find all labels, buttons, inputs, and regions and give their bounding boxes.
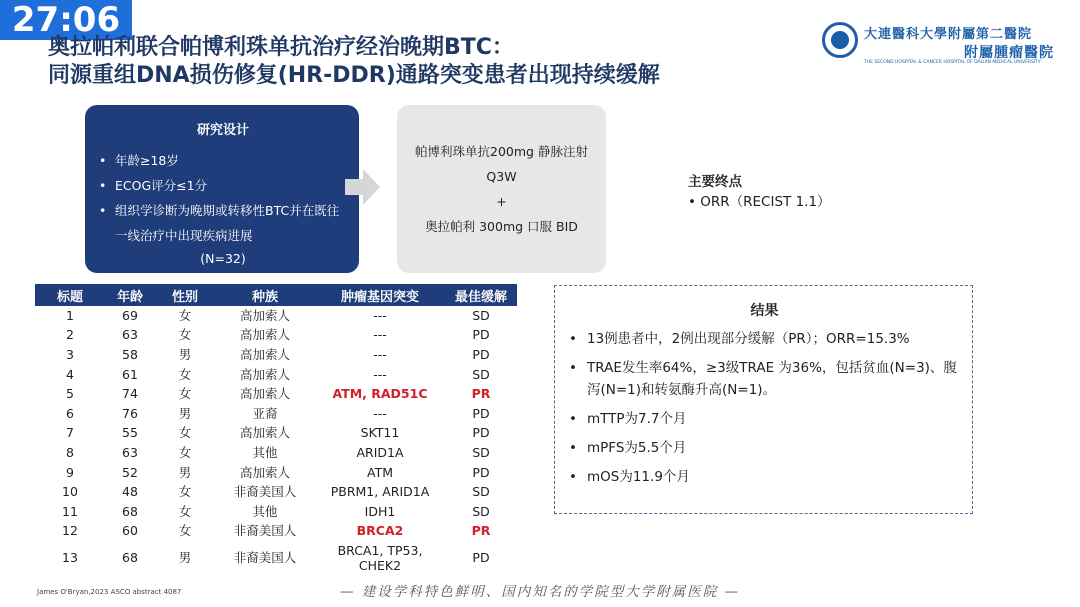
table-cell: ARID1A: [356, 444, 404, 460]
result-item: • mOS为11.9个月: [567, 466, 962, 488]
table-cell: 女: [178, 386, 192, 402]
table-cell: SD: [472, 503, 490, 519]
table-cell: PD: [472, 464, 490, 480]
table-cell: 其他: [252, 444, 278, 460]
table-cell: 60: [122, 523, 138, 539]
table-row: [35, 365, 517, 385]
results-list: [567, 328, 962, 488]
table-cell: 高加索人: [239, 386, 290, 402]
table-cell: ---: [373, 366, 387, 382]
result-item: • mPFS为5.5个月: [567, 437, 962, 459]
treatment-line: 奥拉帕利 300mg 口服 BID: [425, 219, 578, 234]
table-cell: 12: [62, 523, 78, 539]
table-cell: ---: [373, 346, 387, 362]
result-item: • mTTP为7.7个月: [567, 408, 962, 430]
title-line-1: 奥拉帕利联合帕博利珠单抗治疗经治晚期BTC：: [48, 35, 514, 60]
table-cell: ATM, RAD51C: [332, 386, 428, 402]
patient-table: [35, 284, 517, 574]
study-design-list: [99, 148, 347, 248]
table-cell: 52: [122, 464, 138, 480]
design-item: • 年龄≥18岁: [99, 148, 347, 173]
table-row: [35, 463, 517, 483]
table-cell: 1: [66, 307, 74, 323]
table-cell: 女: [178, 425, 192, 441]
table-cell: BRCA1, TP53, CHEK2: [337, 542, 423, 573]
study-design-title: 研究设计: [196, 123, 249, 138]
table-cell: ---: [373, 307, 387, 323]
footer-slogan: — 建设学科特色鲜明、国内知名的学院型大学附属医院 —: [339, 584, 741, 600]
table-cell: PD: [472, 549, 490, 565]
table-cell: 男: [178, 464, 192, 480]
table-cell: 4: [66, 366, 74, 382]
table-cell: 5: [66, 386, 74, 402]
table-cell: SD: [472, 366, 490, 382]
table-row: [35, 522, 517, 542]
table-row: [35, 345, 517, 365]
table-cell: SD: [472, 484, 490, 500]
endpoint-item: • ORR（RECIST 1.1）: [688, 194, 831, 210]
treatment-line: 帕博利珠单抗200mg 静脉注射: [415, 144, 588, 159]
table-cell: 74: [122, 386, 138, 402]
table-cell: 76: [122, 405, 138, 421]
table-cell: 高加索人: [239, 327, 290, 343]
table-cell: 63: [122, 444, 138, 460]
table-cell: 10: [62, 484, 78, 500]
result-item: • 13例患者中，2例出现部分缓解（PR）；ORR=15.3%: [567, 328, 962, 350]
table-cell: 3: [66, 346, 74, 362]
table-cell: ---: [373, 327, 387, 343]
table-cell: SD: [472, 307, 490, 323]
table-row: [35, 502, 517, 522]
treatment-line: +: [496, 194, 507, 209]
table-cell: 69: [122, 307, 138, 323]
sample-size: (N=32): [200, 251, 246, 266]
col-header: 性别: [155, 284, 215, 306]
table-row: [35, 541, 517, 574]
table-header-row: [35, 284, 517, 306]
table-cell: 男: [178, 346, 192, 362]
study-design-box: [85, 105, 359, 273]
table-cell: 58: [122, 346, 138, 362]
table-cell: SKT11: [360, 425, 400, 441]
table-body: [35, 306, 517, 574]
table-cell: 6: [66, 405, 74, 421]
treatment-line: Q3W: [486, 169, 517, 184]
table-row: [35, 443, 517, 463]
table-cell: 68: [122, 503, 138, 519]
col-header: 最佳缓解: [445, 284, 517, 306]
table-cell: 非裔美国人: [233, 484, 297, 500]
table-cell: 55: [122, 425, 138, 441]
results-box: [554, 285, 973, 514]
table-cell: PBRM1, ARID1A: [330, 484, 430, 500]
table-row: [35, 326, 517, 346]
table-cell: 女: [178, 444, 192, 460]
design-item: • 组织学诊断为晚期或转移性BTC并在既往一线治疗中出现疾病进展: [99, 198, 347, 248]
table-cell: 非裔美国人: [233, 523, 297, 539]
hospital-name-line1: 大連醫科大學附屬第二醫院: [864, 27, 1033, 42]
col-header: 肿瘤基因突变: [315, 284, 445, 306]
table-row: [35, 384, 517, 404]
table-cell: ATM: [366, 464, 393, 480]
table-cell: 2: [66, 327, 74, 343]
citation: James O'Bryan,2023 ASCO abstract 4087: [37, 588, 182, 596]
table-cell: 61: [122, 366, 138, 382]
treatment-box: [397, 105, 606, 273]
table-cell: ---: [373, 405, 387, 421]
hospital-subtitle: THE SECOND HOSPITAL & CANCER HOSPITAL OF DALIAN MEDICAL UNIVERSITY: [864, 60, 1041, 65]
table-cell: 女: [178, 307, 192, 323]
table-cell: 高加索人: [239, 346, 290, 362]
table-cell: 13: [62, 549, 78, 565]
hospital-logo: [822, 20, 1072, 68]
result-item: • TRAE发生率64%，≥3级TRAE 为36%，包括贫血(N=3)、腹泻(N=1)和转氨酶升高(N=1)。: [567, 357, 962, 401]
table-cell: PD: [472, 346, 490, 362]
table-cell: 高加索人: [239, 366, 290, 382]
table-cell: 男: [178, 405, 192, 421]
col-header: 种族: [215, 284, 315, 306]
table-row: [35, 404, 517, 424]
table-cell: BRCA2: [356, 523, 404, 539]
table-cell: 高加索人: [239, 425, 290, 441]
table-row: [35, 424, 517, 444]
col-header: 年龄: [105, 284, 155, 306]
table-cell: 非裔美国人: [233, 549, 297, 565]
table-row: [35, 306, 517, 326]
table-cell: 7: [66, 425, 74, 441]
table-cell: 48: [122, 484, 138, 500]
hospital-name-line2: 附屬腫瘤醫院: [964, 45, 1054, 61]
table-cell: 女: [178, 523, 192, 539]
results-title: 结果: [750, 303, 779, 319]
table-cell: 8: [66, 444, 74, 460]
table-cell: 女: [178, 484, 192, 500]
table-cell: 高加索人: [239, 464, 290, 480]
table-cell: 9: [66, 464, 74, 480]
title-line-2: 同源重组DNA损伤修复(HR-DDR)通路突变患者出现持续缓解: [48, 63, 660, 88]
table-cell: 女: [178, 503, 192, 519]
design-item: • ECOG评分≤1分: [99, 173, 347, 198]
table-cell: 高加索人: [239, 307, 290, 323]
primary-endpoint: [688, 172, 831, 212]
hospital-seal-icon: [822, 22, 858, 58]
col-header: 标题: [35, 284, 105, 306]
table-cell: IDH1: [364, 503, 396, 519]
table-cell: 女: [178, 327, 192, 343]
table-cell: 其他: [252, 503, 278, 519]
endpoint-title: 主要终点: [688, 174, 742, 190]
table-cell: 女: [178, 366, 192, 382]
timer-display: 27:06: [0, 0, 132, 40]
table-cell: PR: [471, 523, 491, 539]
arrow-right-icon: [345, 167, 381, 207]
table-cell: SD: [472, 444, 490, 460]
table-cell: PD: [472, 327, 490, 343]
table-cell: 男: [178, 549, 192, 565]
table-cell: 68: [122, 549, 138, 565]
hospital-name: [864, 23, 1054, 62]
table-cell: PD: [472, 425, 490, 441]
table-cell: 亚裔: [252, 405, 278, 421]
table-cell: PD: [472, 405, 490, 421]
slide-title: [48, 34, 660, 90]
table-row: [35, 482, 517, 502]
table-cell: 63: [122, 327, 138, 343]
table-cell: PR: [471, 386, 491, 402]
table-cell: 11: [62, 503, 78, 519]
